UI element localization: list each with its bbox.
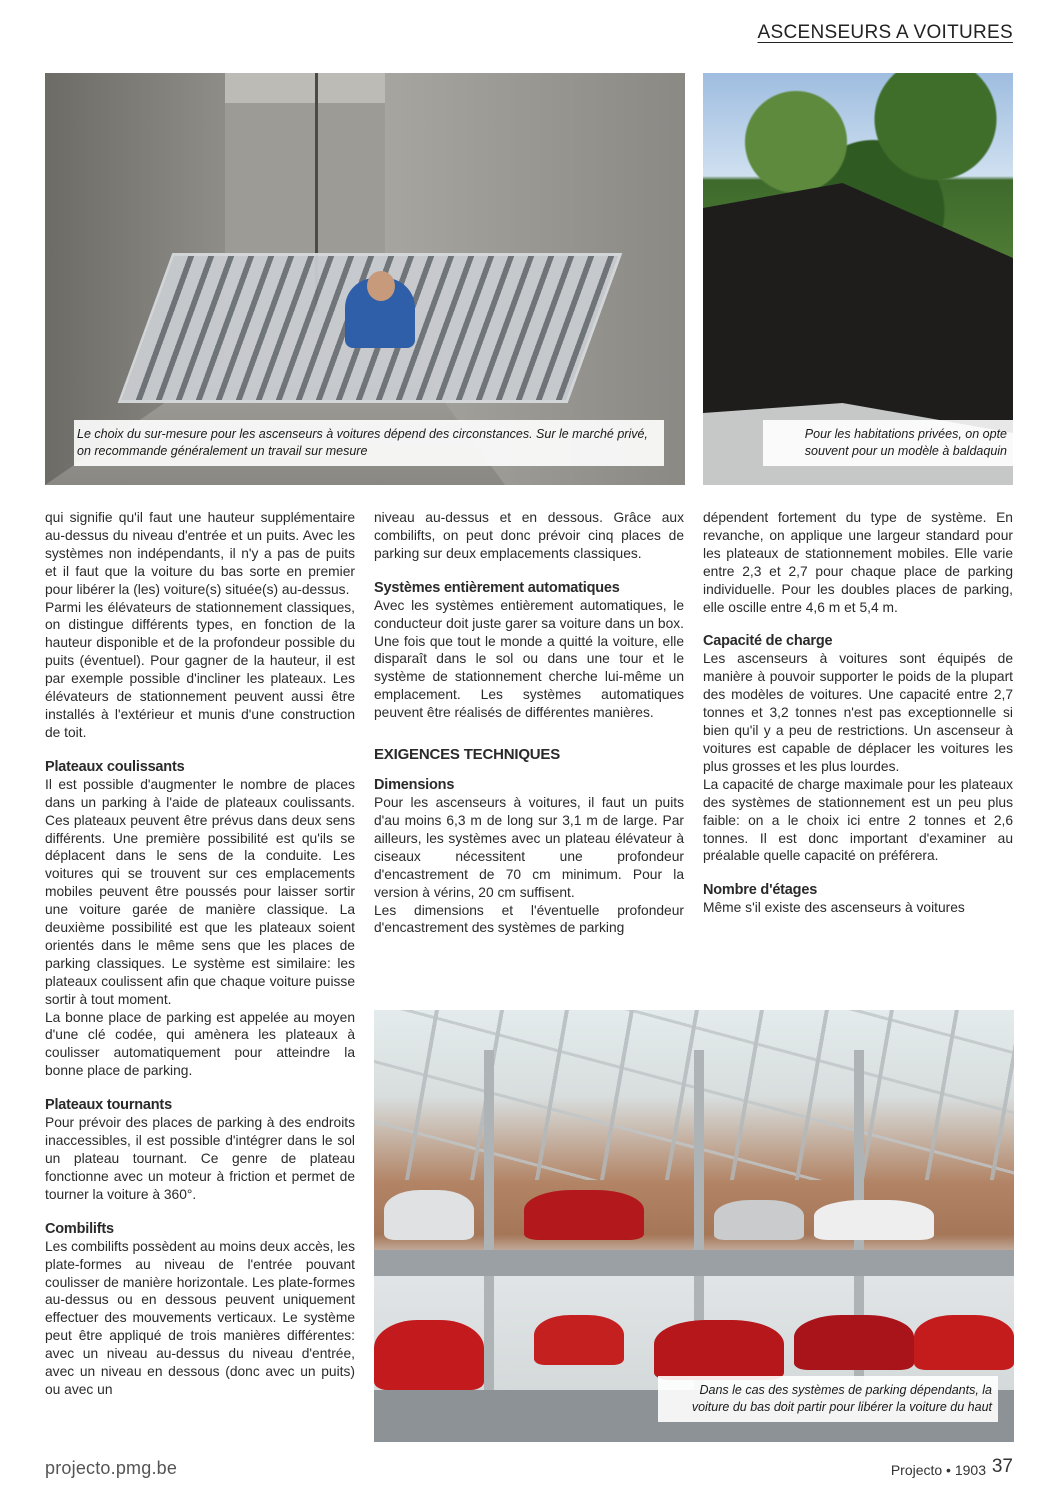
footer-magazine-issue: Projecto • 1903 <box>890 1462 986 1478</box>
upper-deck <box>374 1250 1014 1276</box>
paragraph: Il est possible d'augmenter le nombre de places dans un parking à l'aide de plateaux coulissants. Ces plateaux peuvent être prévus dans deux sens différents. Une première possibilité est qu'ils se déplacent dans le sens de la conduite. Les voitures qui se trouvent sur ces emplacements mobiles peuvent être poussés pour laisser sortir une voiture garée de manière classique. La deuxième possibilité est que les plateaux soient orientés dans le même sens que les places de parking classiques. Le système est similaire: les plateaux coulissent afin que chaque voiture puisse sortir à tout moment. <box>45 776 355 1007</box>
article-column-2 <box>374 509 684 937</box>
photo-car-lift-shaft <box>45 73 685 485</box>
paragraph: Les ascenseurs à voitures sont équipés de manière à pouvoir supporter le poids de la plupart des modèles de voitures. Une capacité entre 2,7 tonnes et 3,2 tonnes n'est pas exceptionnelle si bien qu'il y a peu de restrictions. Un ascenseur à voitures est capable de déplacer les voitures les plus grosses et les plus lourdes. <box>703 651 1013 774</box>
car-lower-red <box>654 1320 784 1380</box>
paragraph: La capacité de charge maximale pour les plateaux des systèmes de stationnement est un peu plus faible: on a le choix ici entre 2 tonnes et 2,6 tonnes. Il est donc important d'examiner au préalable quelle capacité on préférera. <box>703 776 1013 864</box>
paragraph: qui signifie qu'il faut une hauteur supplémentaire au-dessus du niveau d'entrée et un puits. Avec les systèmes non indépendants, il n'y a pas de puits et il faut que la voiture du bas sorte en premier pour libérer la (les) voiture(s) située(s) au-dessus. <box>45 510 355 597</box>
page-number: 37 <box>991 1456 1013 1477</box>
photo-caption-parking: Dans le cas des systèmes de parking dépendants, la voiture du bas doit partir pour libérer la voiture du haut <box>658 1376 998 1422</box>
subheading: Plateaux tournants <box>45 1097 172 1114</box>
photo-caption-carport: Pour les habitations privées, on opte souvent pour un modèle à baldaquin <box>763 420 1013 466</box>
paragraph: Pour prévoir des places de parking à des endroits inaccessibles, il est possible d'intégrer dans le sol un plateau tournant. Ce genre de plateau fonctionne avec un moteur à friction et permet de tourner la voiture à 360°. <box>45 1115 355 1202</box>
paragraph: Avec les systèmes entièrement automatiques, le conducteur doit juste garer sa voiture dans un box. Une fois que tout le monde a quitté la voiture, elle disparaît dans le sol ou dans une tour et le système de stationnement cherche lui-même un emplacement. Les systèmes automatiques peuvent être réalisés de différentes manières. <box>374 597 684 721</box>
subheading: Nombre d'étages <box>703 882 818 899</box>
car-upper-silver <box>714 1200 804 1240</box>
article-column-1 <box>45 509 355 1399</box>
car-lower-red <box>374 1320 484 1390</box>
paragraph: La bonne place de parking est appelée au moyen d'une clé codée, qui amènera les plateaux à coulisser automatiquement pour atteindre la bonne place de parking. <box>45 1009 355 1079</box>
subheading: Systèmes entièrement automatiques <box>374 579 620 596</box>
section-heading: EXIGENCES TECHNIQUES <box>374 746 561 764</box>
subheading: Capacité de charge <box>703 633 833 650</box>
car-upper-white <box>814 1200 934 1240</box>
steel-pillar <box>484 1050 494 1442</box>
paragraph: dépendent fortement du type de système. En revanche, on applique une largeur standard pour les plateaux de stationnement mobiles. Elle varie entre 2,3 et 2,7 pour chaque place de parking individuelle. Pour les doubles places de parking, elle oscille entre 4,6 m et 5,4 m. <box>703 510 1013 615</box>
subheading: Combilifts <box>45 1220 114 1237</box>
paragraph: Pour les ascenseurs à voitures, il faut un puits d'au moins 6,3 m de long sur 3,1 m de large. Par ailleurs, les systèmes avec un plateau élévateur à ciseaux nécessitent une profondeur d'encastrement de 70 cm minimum. Pour la version à vérins, 20 cm suffisent. <box>374 795 684 900</box>
article-column-3 <box>703 509 1013 917</box>
paragraph: Même s'il existe des ascenseurs à voitures <box>703 900 965 916</box>
worker-head <box>367 271 395 301</box>
photo-caption-shaft: Le choix du sur-mesure pour les ascenseurs à voitures dépend des circonstances. Sur le marché privé, on recommande généralement un travail sur mesure <box>74 420 664 466</box>
photo-parking-system <box>374 1010 1014 1442</box>
subheading: Plateaux coulissants <box>45 758 185 775</box>
footer-url[interactable]: projecto.pmg.be <box>45 1458 178 1478</box>
paragraph: Les combilifts possèdent au moins deux accès, les plate-formes au niveau de l'entrée pouvant coulisser de manière horizontale. Les plate-formes au-dessus ou en dessous peuvent uniquement effectuer des mouvements verticaux. Le système peut être appliqué de trois manières différentes: avec un niveau au-dessus du niveau d'entrée, avec un niveau en dessous (donc avec un puits) ou avec un <box>45 1238 355 1397</box>
car-upper-left <box>384 1190 474 1240</box>
paragraph: Parmi les élévateurs de stationnement classiques, on distingue différents types, en fonction de la hauteur disponible et de la profondeur possible du puits (éventuel). Pour gagner de la hauteur, il est par exemple possible d'incliner les plateaux. Les élévateurs de stationnement peuvent aussi être installés à l'extérieur et munis d'une construction de toit. <box>45 599 355 740</box>
car-lower-red <box>794 1315 914 1370</box>
car-lower-red <box>534 1315 624 1365</box>
paragraph: niveau au-dessus et en dessous. Grâce aux combilifts, on peut donc prévoir cinq places de parking sur deux emplacements classiques. <box>374 510 684 561</box>
car-lower-red <box>914 1315 1014 1370</box>
paragraph: Les dimensions et l'éventuelle profondeur d'encastrement des systèmes de parking <box>374 902 684 936</box>
car-upper-red <box>524 1190 644 1240</box>
photo-carport-canopy <box>703 73 1013 485</box>
subheading: Dimensions <box>374 777 455 794</box>
section-title: ASCENSEURS A VOITURES <box>757 22 1013 43</box>
